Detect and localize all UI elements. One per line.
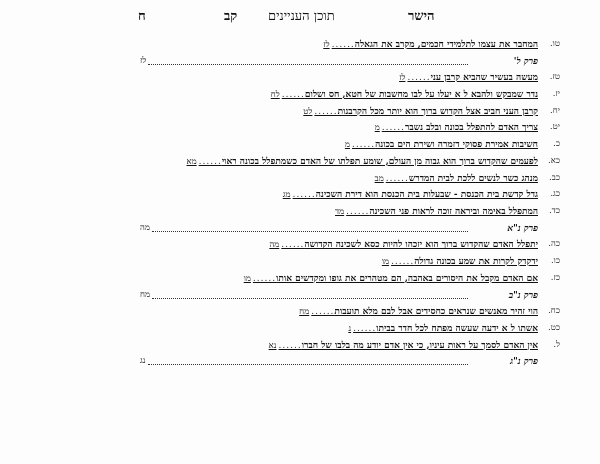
chapter-label: פרק נ"ג bbox=[510, 357, 538, 368]
entry-text: המתפלל באימה וביראה זוכה לראות פני השכינה bbox=[369, 207, 538, 218]
chapter-label: פרק נ"א bbox=[507, 224, 538, 234]
toc-entry bbox=[140, 123, 560, 134]
toc-entry bbox=[140, 190, 560, 201]
entry-text: ידקדק לקרות את שמע בכונה גדולה bbox=[414, 257, 538, 268]
entry-text: אשתו ל א ידעה שעשה מפתח לכל חדר בביתו bbox=[376, 323, 538, 334]
toc-entry bbox=[140, 257, 560, 268]
entry-title bbox=[140, 257, 538, 268]
chapter-leader-line bbox=[152, 298, 468, 299]
leader-dots: ...... bbox=[353, 323, 377, 334]
chapter-divider bbox=[140, 357, 560, 367]
entry-number: ל. bbox=[553, 339, 560, 350]
header-letter: ח bbox=[138, 9, 146, 24]
page-header bbox=[0, 8, 600, 28]
toc-entry bbox=[140, 324, 560, 335]
toc-entry bbox=[140, 274, 560, 285]
entry-title bbox=[140, 341, 538, 352]
toc-entry bbox=[140, 174, 560, 185]
leader-dots: ...... bbox=[198, 156, 222, 167]
entry-text: גדל קדשת בית הכנסת - שבעלות בית הכנסת הוא דירת השכינה bbox=[315, 190, 538, 201]
entry-title bbox=[140, 73, 538, 84]
entry-title bbox=[140, 190, 538, 201]
entry-title bbox=[140, 123, 538, 134]
toc-entry bbox=[140, 157, 560, 168]
entry-title bbox=[140, 40, 538, 51]
entry-page-ref: לט bbox=[303, 106, 313, 117]
table-of-contents bbox=[140, 40, 560, 374]
entry-text: המחבר את עצמו לתלמידי חכמים, מקרב את הגאלה bbox=[354, 40, 538, 50]
entry-number: כ. bbox=[553, 139, 560, 150]
leader-dots: ...... bbox=[281, 89, 305, 100]
entry-title bbox=[140, 90, 538, 101]
toc-entry bbox=[140, 240, 560, 251]
entry-text: קרבן העני חביב אצל הקדוש ברוך הוא יותר מכל הקרבנות bbox=[337, 106, 538, 117]
leader-dots: ...... bbox=[278, 340, 302, 351]
entry-page-ref: מד bbox=[335, 207, 345, 218]
entry-text: הוי זהיר מאנשים שנראים כחסידים אבל לבם מלא תועבות bbox=[334, 306, 538, 317]
header-page-number: קב bbox=[224, 9, 238, 24]
entry-title bbox=[140, 240, 538, 251]
leader-dots: ...... bbox=[391, 257, 415, 268]
entry-text: אין האדם לסמך על ראות עיניו, כי אין אדם יודע מה בלבו של חברו bbox=[301, 340, 538, 351]
toc-entry bbox=[140, 90, 560, 101]
entry-text: נדר שמבקש ולהבא ל א יעלו על לבו מחשבות של חטא, חס ושלום bbox=[304, 89, 538, 100]
leader-dots: ...... bbox=[292, 190, 316, 201]
leader-dots: ...... bbox=[385, 173, 409, 184]
entry-page-ref: מא bbox=[186, 156, 197, 167]
entry-title bbox=[140, 107, 538, 118]
entry-text: מעשה בעשיר שהביא קרבן עני bbox=[430, 73, 538, 84]
entry-text: צריך האדם להתפלל בכונה ובלב נשבר bbox=[404, 123, 538, 134]
entry-page-ref: מח bbox=[299, 306, 310, 317]
chapter-leader-line bbox=[148, 64, 468, 65]
chapter-page-ref: לז bbox=[140, 55, 147, 66]
entry-page-ref: נ bbox=[348, 323, 352, 334]
entry-number: כב. bbox=[549, 172, 560, 183]
chapter-leader-line bbox=[152, 231, 468, 232]
chapter-label: פרק ל' bbox=[513, 56, 538, 67]
chapter-divider bbox=[140, 291, 560, 301]
entry-number: כו. bbox=[550, 256, 560, 267]
entry-page-ref: מג bbox=[282, 190, 291, 201]
header-title: תוכן העניינים bbox=[268, 9, 335, 24]
entry-text: לפעמים שהקדוש ברוך הוא גבוה מן העולם, שומע תפלתו של האדם כשמתפלל בכונה ראוי bbox=[221, 156, 538, 167]
toc-entry bbox=[140, 40, 560, 51]
chapter-page-ref: מח bbox=[140, 289, 151, 300]
leader-dots: ...... bbox=[252, 273, 277, 284]
entry-number: כד. bbox=[549, 206, 560, 217]
entry-number: כז. bbox=[550, 272, 560, 283]
toc-entry bbox=[140, 207, 560, 218]
chapter-label: פרק נ"ב bbox=[508, 290, 538, 301]
entry-number: יט. bbox=[549, 122, 560, 133]
entry-number: טז. bbox=[549, 72, 560, 83]
entry-page-ref: מה bbox=[269, 240, 280, 251]
entry-title bbox=[140, 157, 538, 168]
entry-text: חשיבות אמירת פסוקי דזמרה ושירת הים בכונה bbox=[375, 140, 538, 151]
leader-dots: ...... bbox=[381, 123, 405, 134]
entry-title bbox=[140, 324, 538, 335]
header-book-name: הישר bbox=[408, 9, 435, 24]
entry-number: כא. bbox=[548, 155, 560, 166]
entry-number: יח. bbox=[550, 105, 560, 116]
entry-text: אם האדם מקבל את היסורים באהבה, הם מטהרים את גופו ומקדשים אותו bbox=[276, 273, 538, 284]
entry-page-ref: לז bbox=[323, 40, 330, 50]
entry-page-ref: לז bbox=[399, 73, 406, 84]
entry-page-ref: נא bbox=[268, 340, 277, 351]
entry-title bbox=[140, 307, 538, 318]
entry-page-ref: מו bbox=[243, 273, 251, 284]
leader-dots: ...... bbox=[314, 106, 338, 117]
entry-title bbox=[140, 274, 538, 285]
leader-dots: ...... bbox=[331, 40, 355, 50]
leader-dots: ...... bbox=[346, 207, 370, 218]
chapter-leader-line bbox=[148, 364, 468, 365]
entry-number: טו. bbox=[549, 39, 560, 49]
entry-number: כט. bbox=[548, 322, 560, 333]
entry-title bbox=[140, 174, 538, 185]
toc-entry bbox=[140, 140, 560, 151]
entry-number: כה. bbox=[548, 239, 560, 250]
toc-entry bbox=[140, 73, 560, 84]
entry-page-ref: מב bbox=[374, 173, 384, 184]
chapter-page-ref: מה bbox=[140, 223, 150, 233]
entry-page-ref: מ bbox=[344, 140, 350, 151]
entry-title bbox=[140, 207, 538, 218]
entry-number: יז. bbox=[552, 88, 560, 99]
entry-text: יתפלל האדם שהקדוש ברוך הוא יזכהו להיות כסא לשכינה הקדושה bbox=[304, 240, 538, 251]
toc-entry bbox=[140, 307, 560, 318]
leader-dots: ...... bbox=[281, 240, 305, 251]
entry-page-ref: מו bbox=[381, 257, 390, 268]
entry-number: כג. bbox=[550, 189, 560, 200]
leader-dots: ...... bbox=[351, 140, 376, 151]
leader-dots: ...... bbox=[407, 73, 431, 84]
toc-entry bbox=[140, 107, 560, 118]
entry-page-ref: מ bbox=[374, 123, 380, 134]
entry-text: מנהג כשר לנשים ללכת לבית המדרש bbox=[408, 173, 538, 184]
entry-title bbox=[140, 140, 538, 151]
entry-page-ref: לח bbox=[270, 89, 280, 100]
chapter-page-ref: נג bbox=[140, 356, 146, 367]
chapter-divider bbox=[140, 224, 560, 234]
leader-dots: ...... bbox=[311, 306, 335, 317]
entry-number: כח. bbox=[548, 305, 560, 316]
chapter-divider bbox=[140, 57, 560, 67]
toc-entry bbox=[140, 341, 560, 352]
